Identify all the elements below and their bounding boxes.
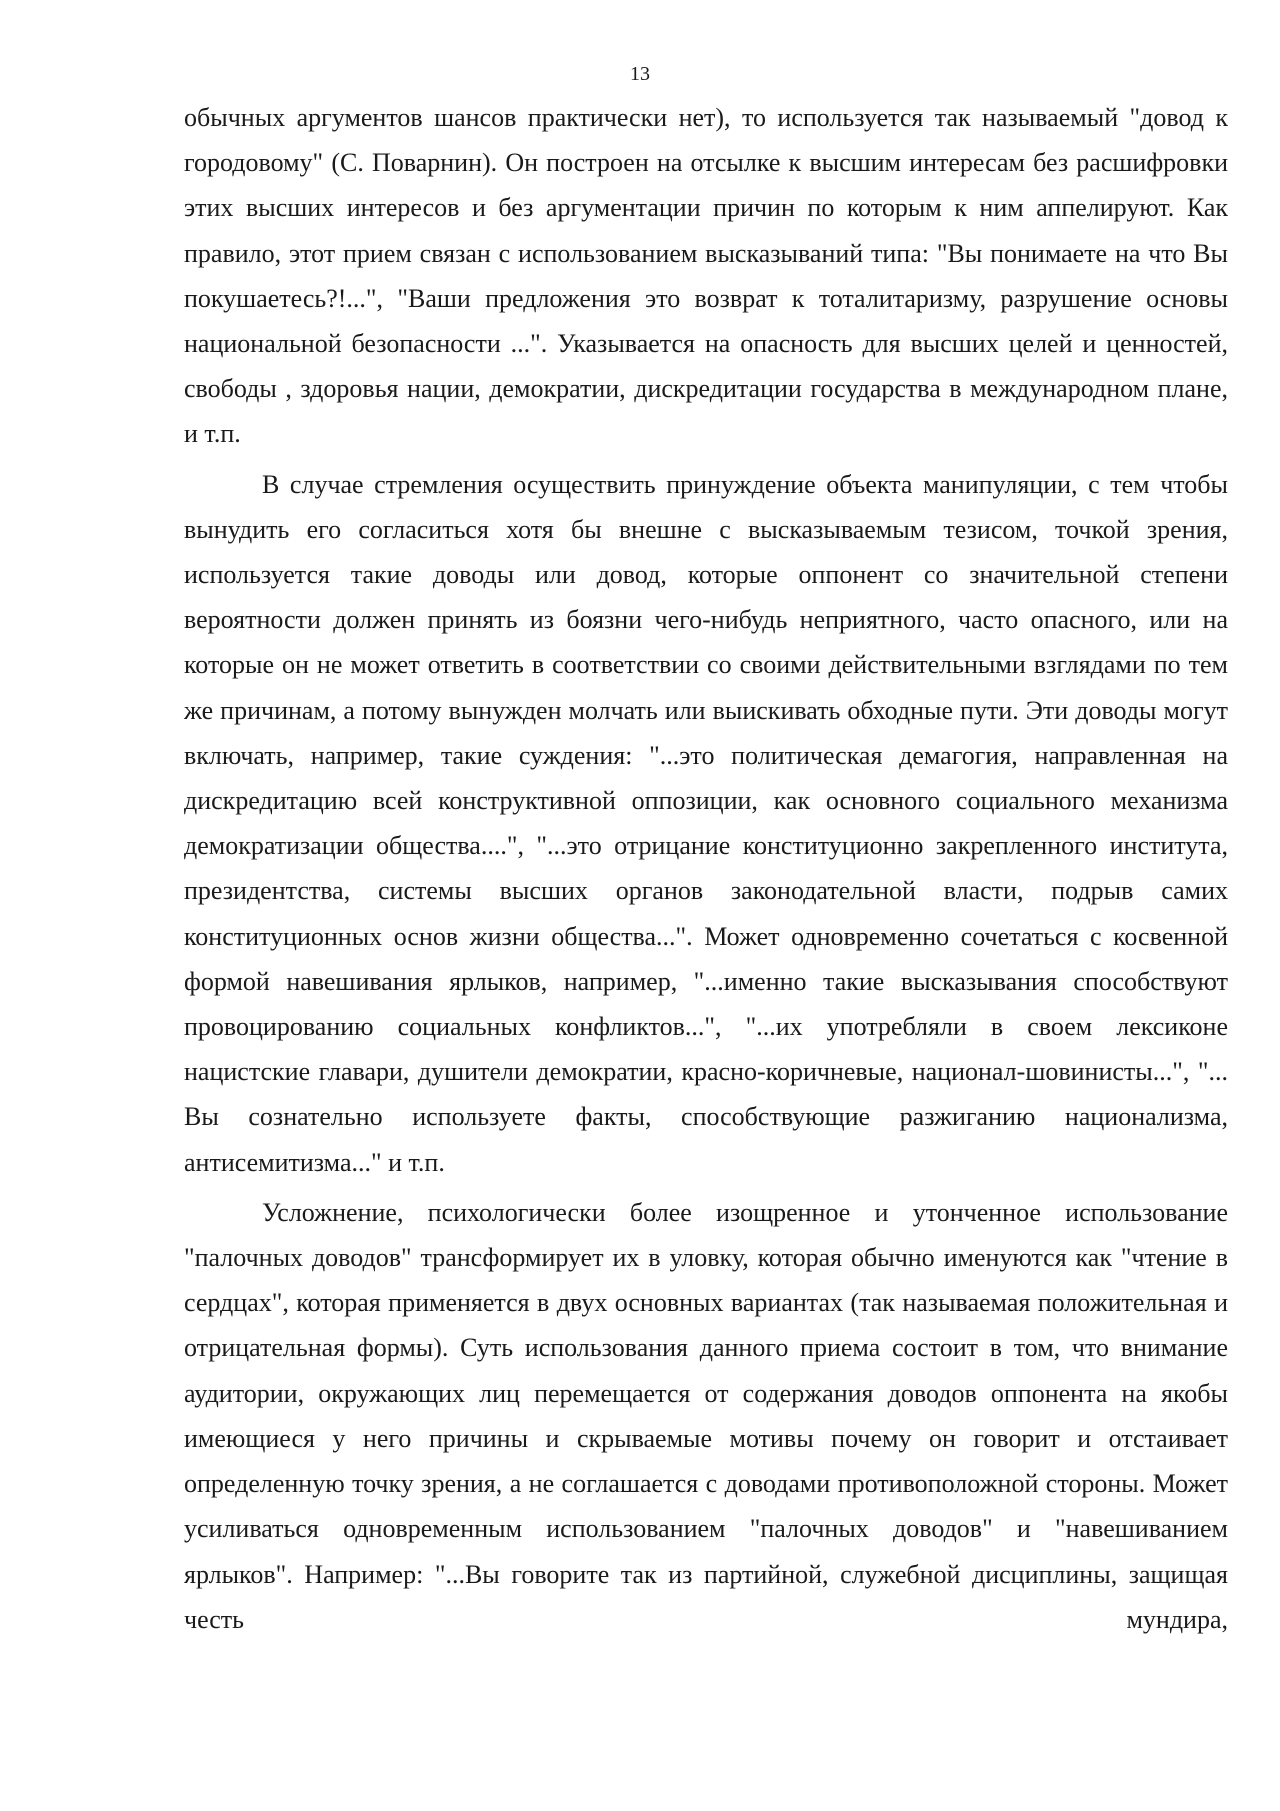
document-body: [184, 95, 1228, 1642]
paragraph-reading-hearts: Усложнение, психологически более изощренное и утонченное использование "палочных доводов" трансформирует их в уловку, которая обычно именуются как "чтение в сердцах", которая применяется в двух основных вариантах (так называемая положительная и отрицательная формы). Суть использования данного приема состоит в том, что внимание аудитории, окружающих лиц перемещается от содержания доводов оппонента на якобы имеющиеся у него причины и скрываемые мотивы почему он говорит и отстаивает определенную точку зрения, а не соглашается с доводами противоположной стороны. Может усиливаться одновременным использованием "палочных доводов" и "навешиванием ярлыков". Например: "...Вы говорите так из партийной, служебной дисциплины, защищая честь мундира,: [184, 1197, 1228, 1634]
paragraph-continuation: обычных аргументов шансов практически нет), то используется так называемый "довод к городовому" (С. Поварнин). Он построен на отсылке к высшим интересам без расшифровки этих высших интересов и без аргументации причин по которым к ним аппелируют. Как правило, этот прием связан с использованием высказываний типа: "Вы понимаете на что Вы покушаетесь?!...", "Ваши предложения это возврат к тоталитаризму, разрушение основы национальной безопасности ...". Указывается на опасность для высших целей и ценностей, свободы , здоровья нации, демократии, дискредитации государства в международном плане, и т.п.: [184, 103, 1228, 449]
paragraph-coercion: В случае стремления осуществить принуждение объекта манипуляции, с тем чтобы вынудить его согласиться хотя бы внешне с высказываемым тезисом, точкой зрения, используется такие доводы или довод, которые оппонент со значительной степени вероятности должен принять из боязни чего-нибудь неприятного, часто опасного, или на которые он не может ответить в соответствии со своими действительными взглядами по тем же причинам, а потому вынужден молчать или выискивать обходные пути. Эти доводы могут включать, например, такие суждения: "...это политическая демагогия, направленная на дискредитацию всей конструктивной оппозиции, как основного социального механизма демократизации общества....", "...это отрицание конституционно закрепленного института, президентства, системы высших органов законодательной власти, подрыв самих конституционных основ жизни общества...". Может одновременно сочетаться с косвенной формой навешивания ярлыков, например, "...именно такие высказывания способствуют провоцированию социальных конфликтов...", "...их употребляли в своем лексиконе нацистские главари, душители демократии, красно-коричневые, национал-шовинисты...", "... Вы сознательно используете факты, способствующие разжиганию национализма, антисемитизма..." и т.п.: [184, 469, 1228, 1177]
page-number: 13: [630, 63, 650, 85]
